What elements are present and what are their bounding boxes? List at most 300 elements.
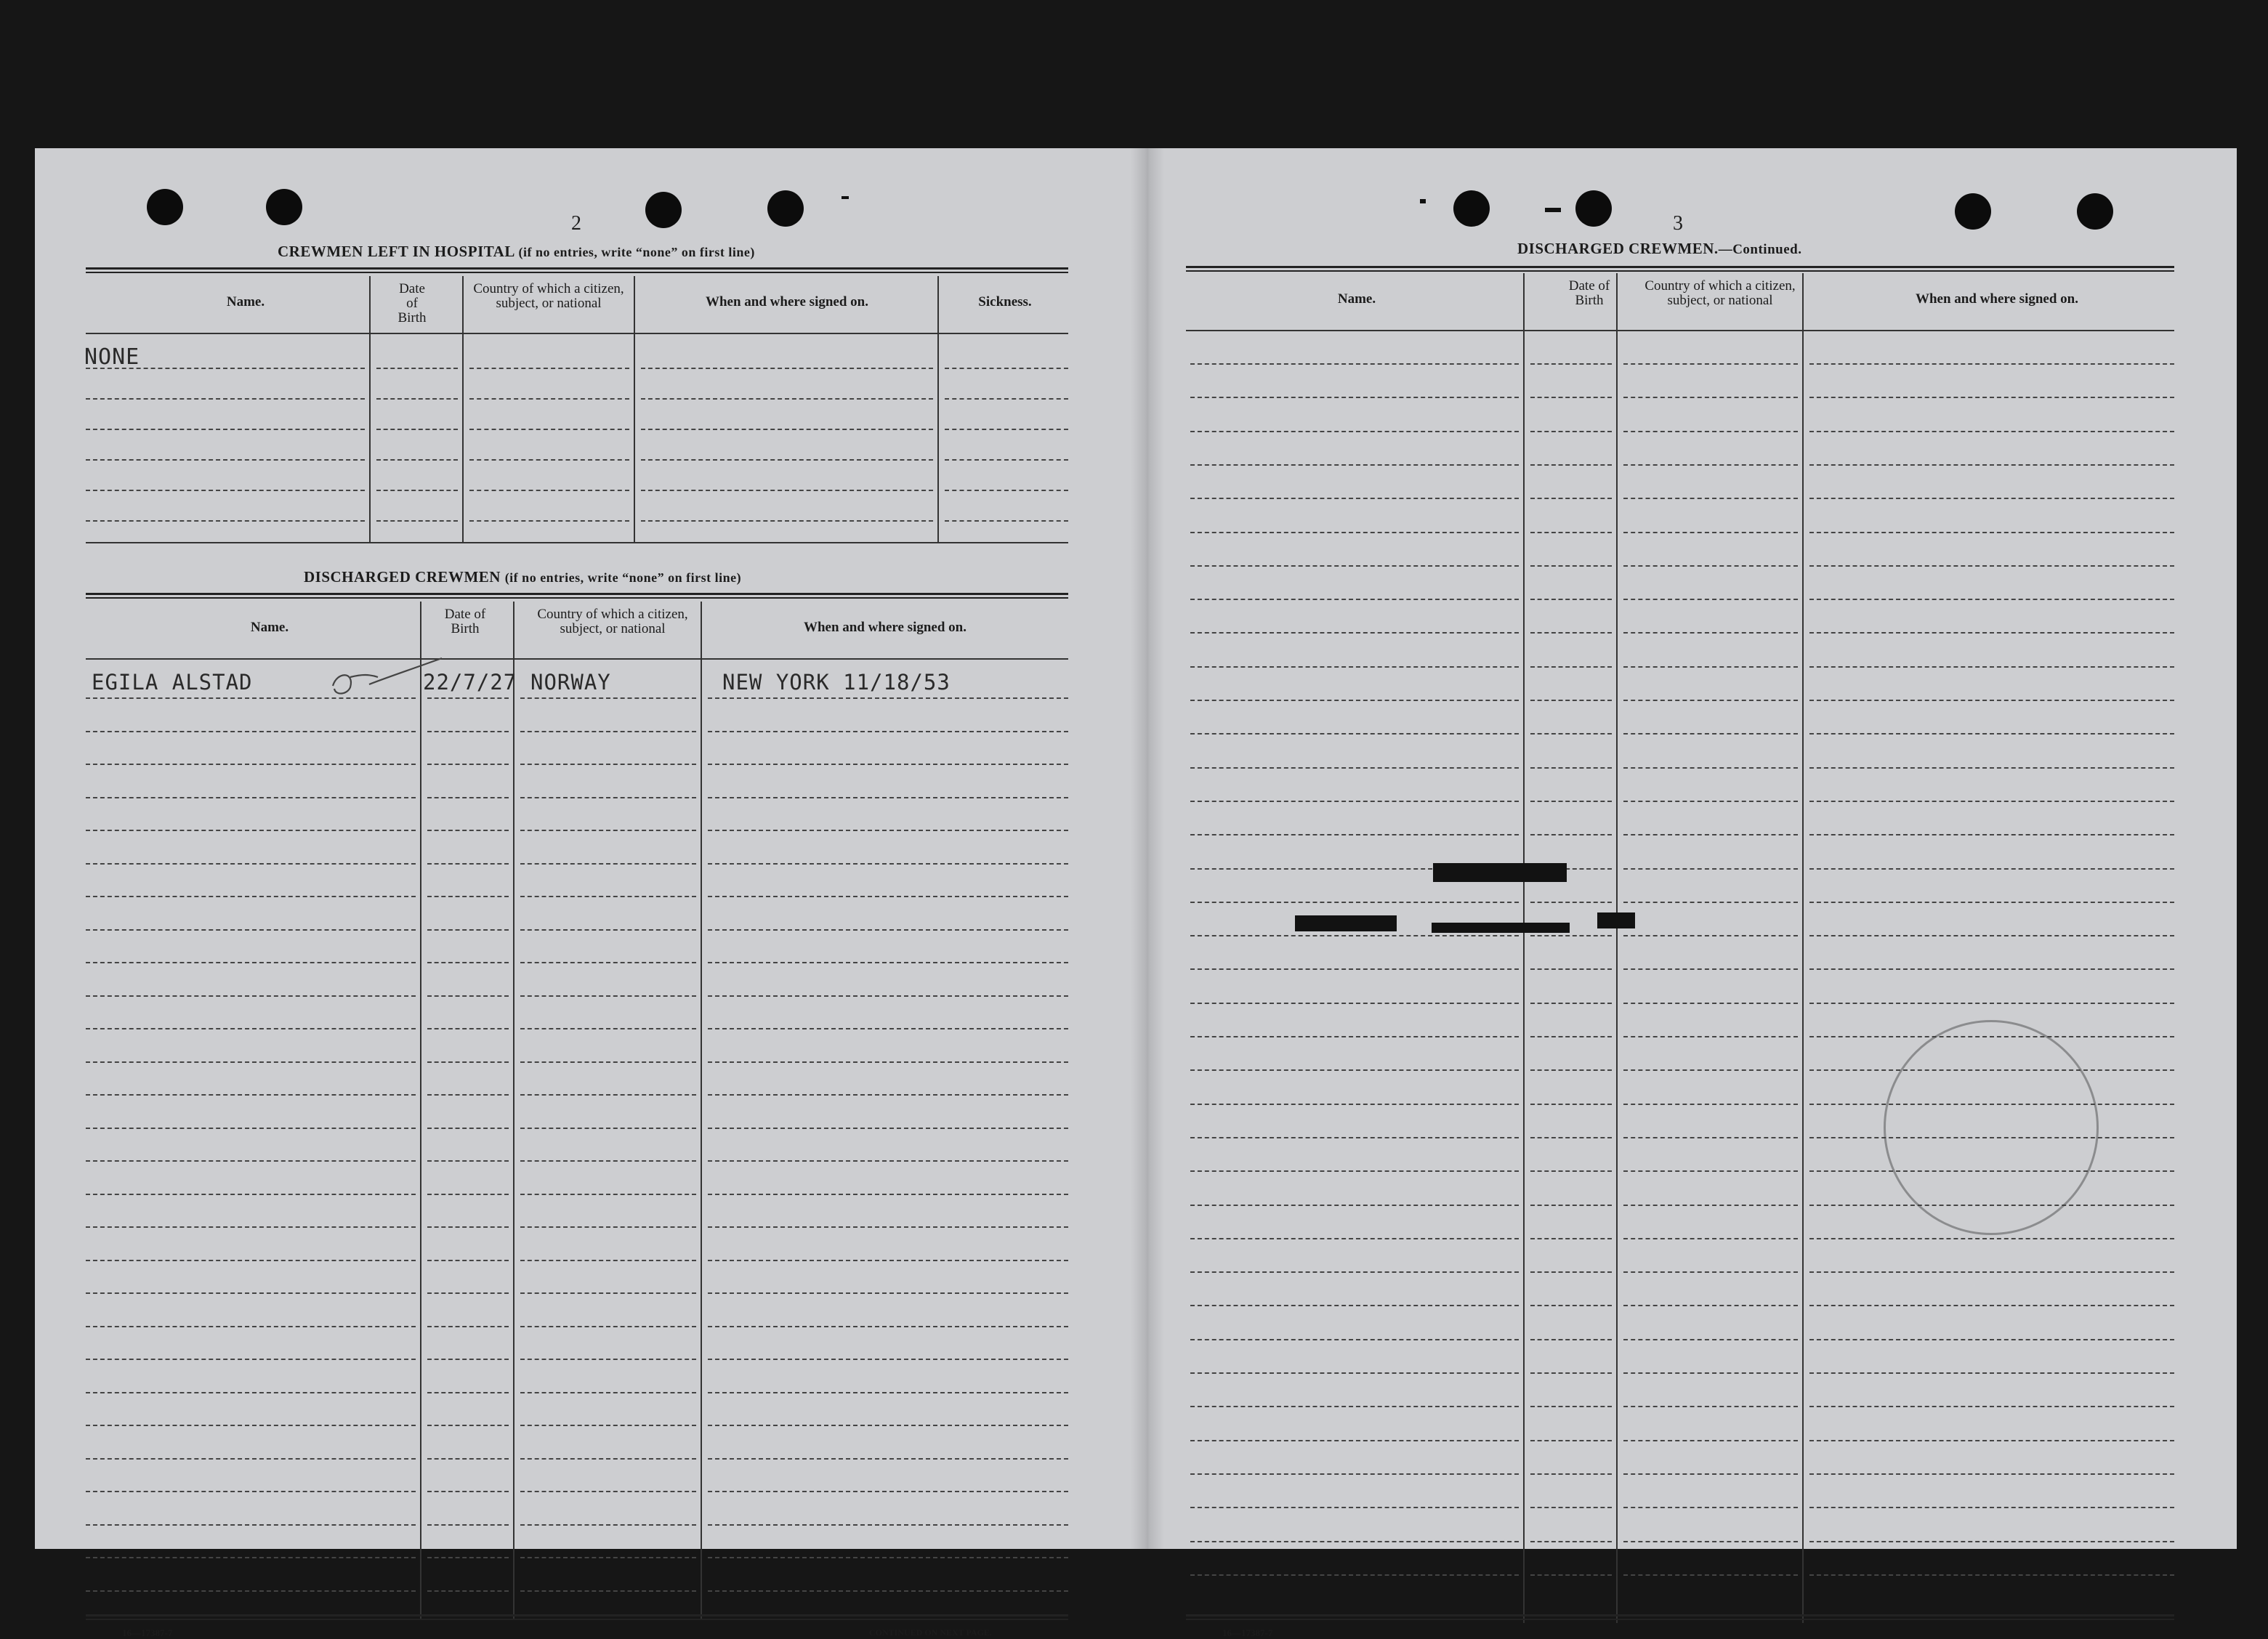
ruled-line <box>1623 834 1798 835</box>
ruled-line <box>708 1425 1068 1426</box>
ruled-line <box>86 929 416 931</box>
ruled-line <box>1190 1170 1519 1172</box>
ruled-line <box>1530 801 1612 802</box>
ruled-line <box>427 731 509 732</box>
discharged-row-name: EGILA ALSTAD <box>92 670 253 695</box>
ruled-line <box>708 929 1068 931</box>
discharged-row-signed: NEW YORK 11/18/53 <box>722 670 951 695</box>
ruled-line <box>1623 1507 1798 1508</box>
ruled-line <box>1809 801 2174 802</box>
ruled-line <box>1809 565 2174 567</box>
right-top-rule <box>1186 266 2174 272</box>
ruled-line <box>427 1128 509 1129</box>
ruled-line <box>520 1359 696 1360</box>
speck <box>1420 199 1426 203</box>
ruled-line <box>1190 1238 1519 1239</box>
hospital-subtitle: (if no entries, write “none” on first line) <box>518 245 755 259</box>
ruled-line <box>1809 700 2174 701</box>
ruled-line <box>708 1590 1068 1592</box>
ruled-line <box>1190 1036 1519 1037</box>
ruled-line <box>1809 397 2174 398</box>
ruled-line <box>1623 1104 1798 1105</box>
ruled-line <box>520 962 696 963</box>
hospital-col-name: Name. <box>226 294 265 309</box>
ruled-line <box>86 459 365 461</box>
ruled-line <box>86 1061 416 1063</box>
ruled-line <box>1530 968 1612 970</box>
ruled-line <box>520 1524 696 1526</box>
ruled-line <box>708 697 1068 699</box>
right-header-rule <box>1186 330 2174 331</box>
ruled-line <box>86 1128 416 1129</box>
ruled-line <box>1530 700 1612 701</box>
ruled-line <box>427 1392 509 1393</box>
ruled-line <box>1623 1305 1798 1306</box>
ruled-line <box>1623 1137 1798 1138</box>
ruled-line <box>1623 733 1798 734</box>
ruled-line <box>469 459 629 461</box>
ruled-line <box>1809 1271 2174 1273</box>
ruled-line <box>1190 834 1519 835</box>
ruled-line <box>1190 1473 1519 1475</box>
punch-hole <box>1575 190 1612 227</box>
discharged-col-signed: When and where signed on. <box>803 620 966 635</box>
hospital-header-rule <box>86 333 1068 334</box>
ruled-line <box>708 1326 1068 1327</box>
right-col-country: Country of which a citizen, subject, or national <box>1644 278 1796 308</box>
ruled-line <box>708 1128 1068 1129</box>
ruled-line <box>1809 1574 2174 1576</box>
ruled-line <box>1190 1305 1519 1306</box>
ruled-line <box>1530 1271 1612 1273</box>
ruled-line <box>1530 1238 1612 1239</box>
right-col-name: Name. <box>1337 291 1376 307</box>
ruled-line <box>1809 968 2174 970</box>
ruled-line <box>86 1359 416 1360</box>
right-col-dob: Date of Birth <box>1568 278 1610 308</box>
ruled-line <box>1190 632 1519 634</box>
punch-hole <box>147 189 183 225</box>
ruled-line <box>1530 431 1612 432</box>
ruled-line <box>1809 599 2174 600</box>
ruled-line <box>427 1226 509 1228</box>
ruled-line <box>1530 363 1612 365</box>
ruled-line <box>1809 532 2174 533</box>
discharged-col-country: Country of which a citizen, subject, or national <box>537 607 688 636</box>
ruled-line <box>1809 834 2174 835</box>
hospital-title: CREWMEN LEFT IN HOSPITAL <box>278 243 514 260</box>
discharged-row-country: NORWAY <box>530 670 611 695</box>
ruled-line <box>641 429 933 430</box>
ruled-line <box>1190 801 1519 802</box>
punch-hole <box>645 192 682 228</box>
speck <box>842 196 849 199</box>
ruled-line <box>427 929 509 931</box>
ruled-line <box>86 1226 416 1228</box>
ruled-line <box>1190 1574 1519 1576</box>
ruled-line <box>1623 1372 1798 1374</box>
ruled-line <box>1623 464 1798 466</box>
ruled-line <box>520 764 696 765</box>
ruled-line <box>469 520 629 522</box>
ruled-line <box>1530 834 1612 835</box>
ruled-line <box>641 398 933 400</box>
hospital-col-sickness: Sickness. <box>978 294 1032 309</box>
ruled-line <box>708 1557 1068 1558</box>
ruled-line <box>520 1425 696 1426</box>
ruled-line <box>945 429 1068 430</box>
hospital-section-title <box>278 243 755 261</box>
ruled-line <box>708 1260 1068 1261</box>
ruled-line <box>86 1458 416 1460</box>
ruled-line <box>1623 1003 1798 1004</box>
ruled-line <box>1809 1473 2174 1475</box>
ruled-line <box>1530 1507 1612 1508</box>
ruled-line <box>86 1524 416 1526</box>
ruled-line <box>86 896 416 897</box>
ruled-line <box>1530 498 1612 499</box>
ruled-line <box>1623 767 1798 769</box>
ruled-line <box>427 1160 509 1162</box>
ruled-line <box>1190 431 1519 432</box>
ruled-line <box>1530 1372 1612 1374</box>
ruled-line <box>1190 464 1519 466</box>
ruled-line <box>86 1557 416 1558</box>
ruled-line <box>708 797 1068 798</box>
ruled-line <box>1190 532 1519 533</box>
ruled-line <box>520 697 696 699</box>
discharged-divider <box>701 602 702 1620</box>
ruled-line <box>427 1292 509 1294</box>
ruled-line <box>1530 1003 1612 1004</box>
ruled-line <box>1809 1238 2174 1239</box>
ruled-line <box>1623 1036 1798 1037</box>
ruled-line <box>520 1128 696 1129</box>
ruled-line <box>1809 431 2174 432</box>
ruled-line <box>1190 1137 1519 1138</box>
ruled-line <box>427 1061 509 1063</box>
ruled-line <box>1530 1473 1612 1475</box>
ruled-line <box>520 1491 696 1492</box>
ruled-line <box>86 1590 416 1592</box>
faded-round-stamp <box>1884 1020 2099 1235</box>
form-number-left: 16—17387-7 <box>122 1627 173 1638</box>
ruled-line <box>86 1425 416 1426</box>
discharged-bottom-rule <box>86 1614 1068 1620</box>
right-divider <box>1802 273 1804 1623</box>
ruled-line <box>945 520 1068 522</box>
ruled-line <box>427 1590 509 1592</box>
ruled-line <box>1809 363 2174 365</box>
ruled-line <box>86 398 365 400</box>
ruled-line <box>427 1194 509 1195</box>
ruled-line <box>1530 767 1612 769</box>
ruled-line <box>1623 431 1798 432</box>
ruled-line <box>1809 1541 2174 1542</box>
ruled-line <box>1623 632 1798 634</box>
ruled-line <box>1530 464 1612 466</box>
ruled-line <box>708 962 1068 963</box>
ruled-line <box>1190 1069 1519 1071</box>
ruled-line <box>427 962 509 963</box>
ruled-line <box>708 1524 1068 1526</box>
ruled-line <box>520 863 696 865</box>
ruled-line <box>469 429 629 430</box>
ruled-line <box>1809 935 2174 936</box>
ruled-line <box>376 520 458 522</box>
ruled-line <box>520 1392 696 1393</box>
ruled-line <box>1190 1271 1519 1273</box>
ruled-line <box>520 896 696 897</box>
ruled-line <box>376 398 458 400</box>
ruled-line <box>427 1094 509 1096</box>
redaction-mark <box>1597 912 1635 928</box>
ruled-line <box>520 1226 696 1228</box>
ruled-line <box>520 1326 696 1327</box>
ruled-line <box>1623 1440 1798 1441</box>
hospital-bottom-rule <box>86 542 1068 543</box>
ruled-line <box>1809 767 2174 769</box>
ruled-line <box>1530 1541 1612 1542</box>
ruled-line <box>427 995 509 997</box>
discharged-row-dob: 22/7/27 <box>423 670 517 695</box>
hospital-divider <box>634 276 635 542</box>
right-title-suffix: —Continued. <box>1718 242 1802 257</box>
ruled-line <box>376 429 458 430</box>
ruled-line <box>1190 1406 1519 1407</box>
ruled-line <box>86 1292 416 1294</box>
ruled-line <box>1190 599 1519 600</box>
ruled-line <box>376 490 458 491</box>
ruled-line <box>1623 1339 1798 1340</box>
hospital-first-entry: NONE <box>84 344 140 370</box>
ruled-line <box>86 995 416 997</box>
ruled-line <box>86 797 416 798</box>
ruled-line <box>1190 363 1519 365</box>
hospital-divider <box>937 276 939 542</box>
ruled-line <box>1623 1406 1798 1407</box>
ruled-line <box>1530 1137 1612 1138</box>
ruled-line <box>520 731 696 732</box>
ruled-line <box>427 764 509 765</box>
ruled-line <box>1530 632 1612 634</box>
ruled-line <box>427 1458 509 1460</box>
ruled-line <box>1190 767 1519 769</box>
ruled-line <box>1809 868 2174 870</box>
ruled-line <box>1530 599 1612 600</box>
hospital-col-country: Country of which a citizen, subject, or national <box>473 281 624 311</box>
ruled-line <box>427 1557 509 1558</box>
ruled-line <box>1530 666 1612 668</box>
ruled-line <box>1809 632 2174 634</box>
ruled-line <box>520 830 696 831</box>
ruled-line <box>641 368 933 369</box>
document-sheet <box>35 148 2237 1638</box>
ruled-line <box>1190 733 1519 734</box>
ruled-line <box>1809 1440 2174 1441</box>
ruled-line <box>1530 532 1612 533</box>
ruled-line <box>427 797 509 798</box>
ruled-line <box>1623 565 1798 567</box>
ruled-line <box>1190 1205 1519 1206</box>
punch-hole <box>1955 193 1991 230</box>
ruled-line <box>86 830 416 831</box>
ruled-line <box>708 863 1068 865</box>
ruled-line <box>1190 935 1519 936</box>
ruled-line <box>1190 902 1519 903</box>
right-col-signed: When and where signed on. <box>1915 291 2078 307</box>
right-title: DISCHARGED CREWMEN. <box>1517 240 1719 257</box>
ruled-line <box>708 1458 1068 1460</box>
discharged-col-dob: Date of Birth <box>444 607 486 636</box>
ruled-line <box>86 697 416 699</box>
ruled-line <box>86 962 416 963</box>
ruled-line <box>427 863 509 865</box>
ruled-line <box>1623 700 1798 701</box>
ruled-line <box>86 520 365 522</box>
right-divider <box>1616 273 1618 1623</box>
ruled-line <box>708 1094 1068 1096</box>
right-bottom-rule <box>1186 1614 2174 1620</box>
discharged-header-rule <box>86 658 1068 660</box>
ruled-line <box>520 1094 696 1096</box>
ruled-line <box>641 459 933 461</box>
ruled-line <box>1623 1574 1798 1576</box>
redaction-mark <box>1433 863 1567 882</box>
ruled-line <box>1623 902 1798 903</box>
ruled-line <box>1623 498 1798 499</box>
ruled-line <box>520 1160 696 1162</box>
ruled-line <box>1190 1541 1519 1542</box>
hospital-col-dob: Date of Birth <box>397 281 427 325</box>
ruled-line <box>1530 1339 1612 1340</box>
redaction-mark <box>1295 915 1397 931</box>
ruled-line <box>1190 1440 1519 1441</box>
ruled-line <box>469 368 629 369</box>
hospital-col-signed: When and where signed on. <box>705 294 868 309</box>
ruled-line <box>1809 733 2174 734</box>
ruled-line <box>1530 1205 1612 1206</box>
ruled-line <box>86 1392 416 1393</box>
ruled-line <box>469 398 629 400</box>
ruled-line <box>427 1524 509 1526</box>
ruled-line <box>86 1094 416 1096</box>
ruled-line <box>520 1260 696 1261</box>
right-section-title <box>1517 240 1801 258</box>
ruled-line <box>376 368 458 369</box>
hospital-divider <box>462 276 464 542</box>
ruled-line <box>708 1359 1068 1360</box>
ruled-line <box>86 863 416 865</box>
ruled-line <box>1530 1440 1612 1441</box>
ruled-line <box>708 830 1068 831</box>
ruled-line <box>708 1392 1068 1393</box>
ruled-line <box>427 1491 509 1492</box>
ruled-line <box>1809 1406 2174 1407</box>
ruled-line <box>1190 700 1519 701</box>
ruled-line <box>708 896 1068 897</box>
ruled-line <box>520 1458 696 1460</box>
ruled-line <box>708 731 1068 732</box>
page-number-left: 2 <box>571 212 581 235</box>
ruled-line <box>86 1326 416 1327</box>
discharged-title: DISCHARGED CREWMEN <box>304 568 501 586</box>
ruled-line <box>708 1028 1068 1029</box>
ruled-line <box>427 1028 509 1029</box>
speck <box>1545 208 1561 212</box>
ruled-line <box>1623 1170 1798 1172</box>
ruled-line <box>1623 801 1798 802</box>
ruled-line <box>1190 565 1519 567</box>
ruled-line <box>708 1160 1068 1162</box>
ruled-line <box>520 1557 696 1558</box>
ruled-line <box>520 1194 696 1195</box>
ruled-line <box>427 830 509 831</box>
ruled-line <box>86 731 416 732</box>
ruled-line <box>1809 902 2174 903</box>
ruled-line <box>1530 565 1612 567</box>
punch-hole <box>266 189 302 225</box>
ruled-line <box>427 1359 509 1360</box>
ruled-line <box>1190 1003 1519 1004</box>
ruled-line <box>520 797 696 798</box>
page-number-right: 3 <box>1673 212 1683 235</box>
ruled-line <box>1809 1339 2174 1340</box>
ruled-line <box>1530 1574 1612 1576</box>
ruled-line <box>641 490 933 491</box>
ruled-line <box>1623 935 1798 936</box>
ruled-line <box>86 764 416 765</box>
discharged-divider <box>513 602 514 1620</box>
ruled-line <box>86 1260 416 1261</box>
ruled-line <box>945 459 1068 461</box>
ruled-line <box>86 1194 416 1195</box>
ruled-line <box>86 490 365 491</box>
discharged-section-title <box>304 568 741 586</box>
ruled-line <box>520 1590 696 1592</box>
ruled-line <box>469 490 629 491</box>
discharged-top-rule <box>86 593 1068 599</box>
ruled-line <box>1809 666 2174 668</box>
ruled-line <box>86 1160 416 1162</box>
ruled-line <box>708 1061 1068 1063</box>
ruled-line <box>427 1260 509 1261</box>
ruled-line <box>1623 1238 1798 1239</box>
ruled-line <box>86 429 365 430</box>
ruled-line <box>1623 599 1798 600</box>
ruled-line <box>945 398 1068 400</box>
discharged-subtitle: (if no entries, write “none” on first line) <box>504 570 742 585</box>
ruled-line <box>1190 968 1519 970</box>
ruled-line <box>520 929 696 931</box>
ruled-line <box>1623 666 1798 668</box>
hospital-divider <box>369 276 371 542</box>
ruled-line <box>1809 464 2174 466</box>
ruled-line <box>1190 1372 1519 1374</box>
ruled-line <box>427 697 509 699</box>
ruled-line <box>708 995 1068 997</box>
redaction-mark <box>1432 923 1570 933</box>
ruled-line <box>708 1226 1068 1228</box>
ruled-line <box>945 490 1068 491</box>
ruled-line <box>1190 498 1519 499</box>
ruled-line <box>1809 1507 2174 1508</box>
ruled-line <box>427 1425 509 1426</box>
ruled-line <box>86 368 365 369</box>
ruled-line <box>1190 1104 1519 1105</box>
ruled-line <box>1530 1170 1612 1172</box>
ruled-line <box>708 1292 1068 1294</box>
